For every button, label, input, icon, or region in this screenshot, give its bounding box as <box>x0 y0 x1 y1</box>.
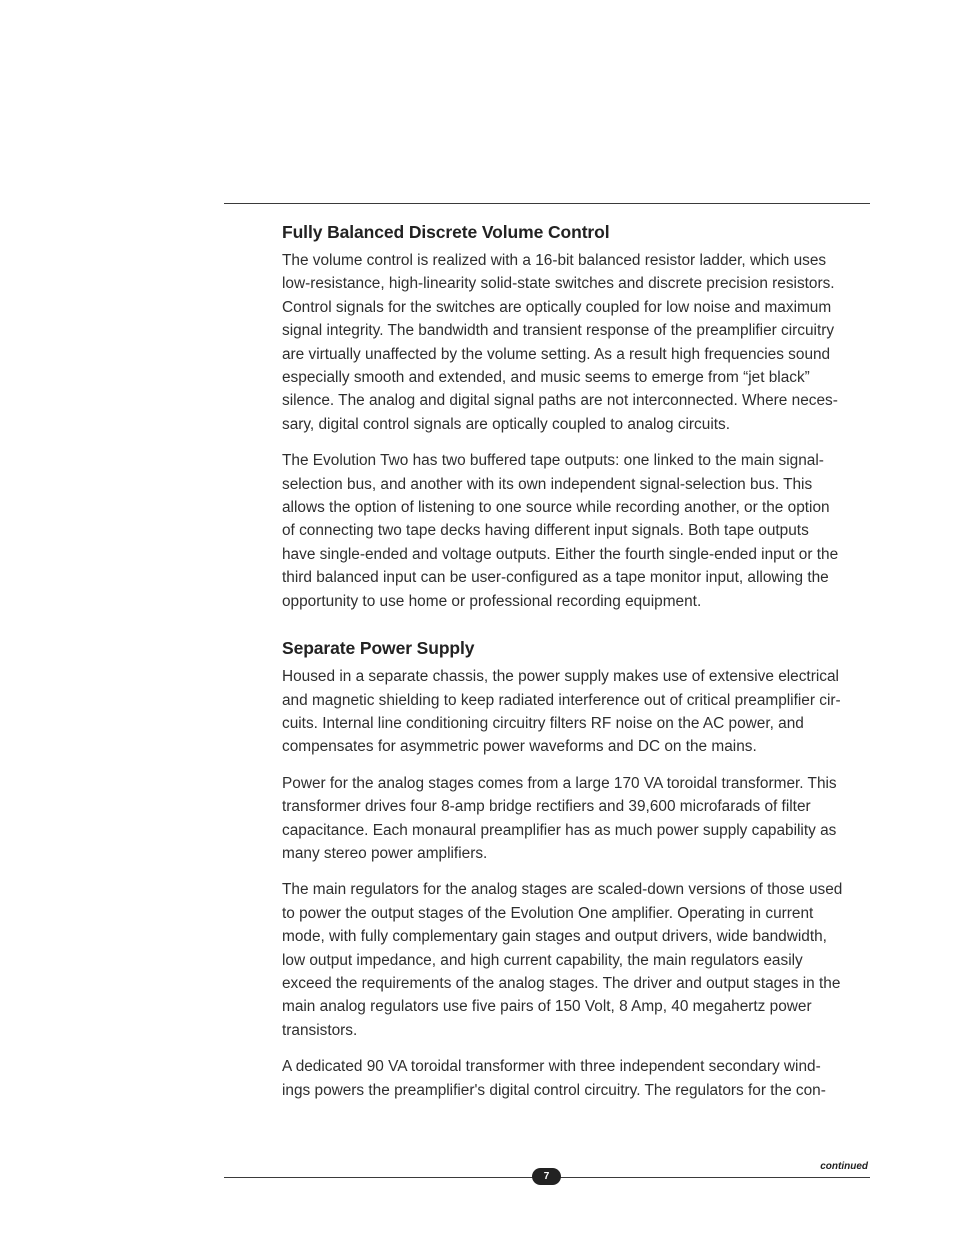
text-line: many stereo power amplifiers. <box>282 844 488 862</box>
section-heading: Separate Power Supply <box>282 638 475 659</box>
continued-label: continued <box>820 1161 868 1172</box>
paragraph <box>282 1055 870 1102</box>
paragraph <box>282 449 870 613</box>
text-line: transistors. <box>282 1021 358 1039</box>
text-line: have single-ended and voltage outputs. Either the fourth single-ended input or the <box>282 545 839 563</box>
text-line: especially smooth and extended, and music seems to emerge from “jet black” <box>282 369 810 387</box>
text-line: ings powers the preamplifier's digital control circuitry. The regulators for the con- <box>282 1081 826 1099</box>
text-line: signal integrity. The bandwidth and transient response of the preamplifier circuitry <box>282 322 835 340</box>
paragraph <box>282 249 870 436</box>
text-line: capacitance. Each monaural preamplifier has as much power supply capability as <box>282 821 837 839</box>
page-number-badge: 7 <box>532 1168 561 1185</box>
paragraph <box>282 878 870 1042</box>
text-line: to power the output stages of the Evolution One amplifier. Operating in current <box>282 904 814 922</box>
text-line: main analog regulators use five pairs of 150 Volt, 8 Amp, 40 megahertz power <box>282 998 812 1016</box>
text-line: opportunity to use home or professional recording equipment. <box>282 592 702 610</box>
text-line: low output impedance, and high current capability, the main regulators easily <box>282 951 803 969</box>
text-line: silence. The analog and digital signal paths are not interconnected. Where neces- <box>282 392 838 410</box>
paragraph <box>282 772 870 866</box>
text-line: transformer drives four 8-amp bridge rectifiers and 39,600 microfarads of filter <box>282 798 811 816</box>
text-line: and magnetic shielding to keep radiated interference out of critical preamplifier cir- <box>282 691 841 709</box>
text-line: The volume control is realized with a 16-bit balanced resistor ladder, which uses <box>282 252 827 269</box>
text-line: sary, digital control signals are optically coupled to analog circuits. <box>282 415 730 433</box>
text-line: Control signals for the switches are optically coupled for low noise and maximum <box>282 298 832 316</box>
section-power-supply <box>282 635 870 1102</box>
text-line: are virtually unaffected by the volume setting. As a result high frequencies sound <box>282 345 831 363</box>
text-line: low-resistance, high-linearity solid-state switches and discrete precision resistors. <box>282 275 835 293</box>
text-line: The main regulators for the analog stages are scaled-down versions of those used <box>282 881 843 899</box>
section-volume-control <box>282 219 870 613</box>
text-line: of connecting two tape decks having different input signals. Both tape outputs <box>282 522 809 540</box>
text-line: compensates for asymmetric power waveforms and DC on the mains. <box>282 738 757 756</box>
text-line: Housed in a separate chassis, the power supply makes use of extensive electrical <box>282 668 839 686</box>
text-line: allows the option of listening to one source while recording another, or the option <box>282 499 830 517</box>
text-line: Power for the analog stages comes from a large 170 VA toroidal transformer. This <box>282 774 837 792</box>
top-divider <box>224 203 870 204</box>
section-heading: Fully Balanced Discrete Volume Control <box>282 222 610 242</box>
text-line: cuits. Internal line conditioning circuitry filters RF noise on the AC power, and <box>282 714 804 732</box>
text-line: A dedicated 90 VA toroidal transformer with three independent secondary wind- <box>282 1058 821 1076</box>
text-line: selection bus, and another with its own independent signal-selection bus. This <box>282 475 813 493</box>
text-line: The Evolution Two has two buffered tape outputs: one linked to the main signal- <box>282 452 824 470</box>
text-line: mode, with fully complementary gain stages and output drivers, wide bandwidth, <box>282 928 827 946</box>
text-line: exceed the requirements of the analog stages. The driver and output stages in the <box>282 974 841 992</box>
paragraph <box>282 665 870 759</box>
text-line: third balanced input can be user-configured as a tape monitor input, allowing the <box>282 569 829 587</box>
page-content <box>282 219 870 1115</box>
